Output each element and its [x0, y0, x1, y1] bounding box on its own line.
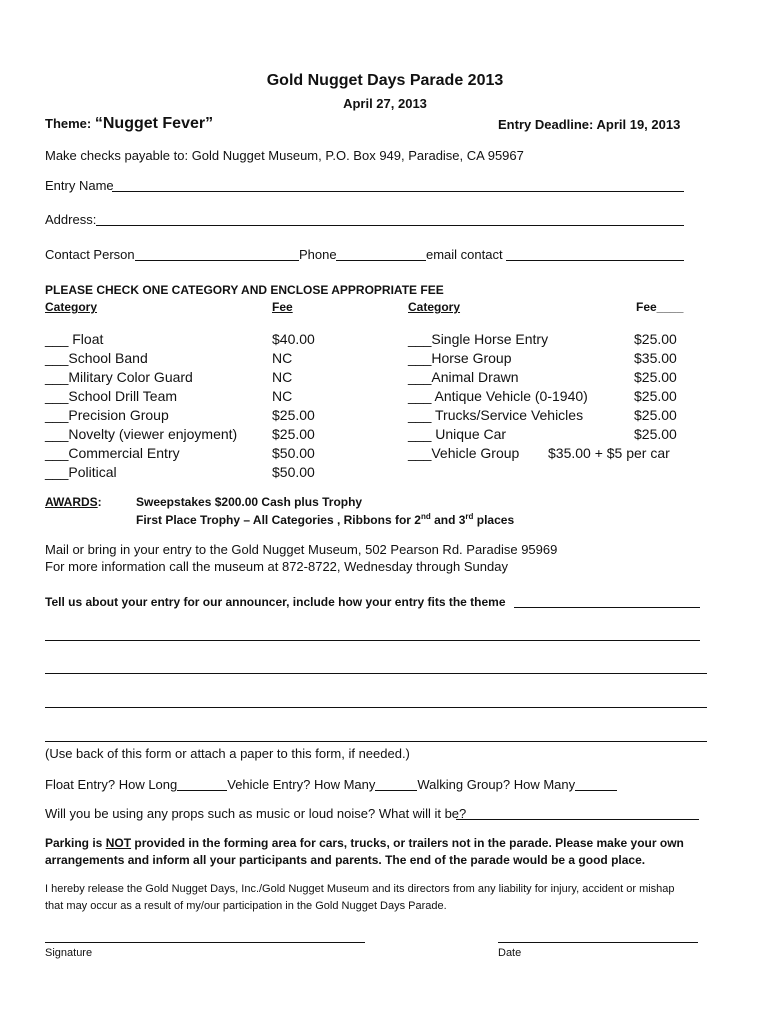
category-option-vehicle-group[interactable]: ___Vehicle Group	[408, 445, 520, 461]
fee-unique-car: $25.00	[634, 426, 677, 442]
mail-line-1: Mail or bring in your entry to the Gold Nugget Museum, 502 Pearson Rd. Paradise 95969	[45, 542, 558, 557]
announcer-prompt: Tell us about your entry for our announcer, include how your entry fits the theme	[45, 595, 506, 609]
fee-political: $50.00	[272, 464, 315, 480]
email-label: email contact	[426, 247, 503, 262]
category-option-trucks-service[interactable]: ___ Trucks/Service Vehicles	[408, 407, 584, 423]
parking-line-2: arrangements and inform all your participants and parents. The end of the parade would be a good place.	[45, 853, 646, 867]
vehicle-count-label: Vehicle Entry? How Many	[227, 777, 376, 792]
float-length-label: Float Entry? How Long	[45, 777, 178, 792]
awards-line2-c: places	[473, 513, 515, 527]
props-question: Will you be using any props such as music or loud noise? What will it be?	[45, 806, 467, 821]
parking-a: Parking is	[45, 836, 106, 850]
fee-animal-drawn: $25.00	[634, 369, 677, 385]
awards-sweepstakes: Sweepstakes $200.00 Cash plus Trophy	[136, 495, 363, 509]
entry-name-field[interactable]	[112, 191, 684, 192]
awards-colon: :	[97, 495, 102, 509]
parking-line-1	[45, 836, 684, 850]
category-option-school-band[interactable]: ___School Band	[45, 350, 148, 366]
props-field[interactable]	[456, 819, 699, 820]
category-option-commercial-entry[interactable]: ___Commercial Entry	[45, 445, 180, 461]
date-field[interactable]	[498, 942, 698, 943]
vehicle-count-field[interactable]	[375, 778, 417, 791]
release-line-2: that may occur as a result of my/our participation in the Gold Nugget Days Parade.	[45, 900, 447, 912]
category-column-header: Category	[45, 300, 98, 314]
category-heading: PLEASE CHECK ONE CATEGORY AND ENCLOSE APPROPRIATE FEE	[45, 283, 444, 297]
fee-antique-vehicle: $25.00	[634, 388, 677, 404]
fee-horse-group: $35.00	[634, 350, 677, 366]
contact-person-label: Contact Person	[45, 247, 135, 262]
announcer-line-1[interactable]	[45, 640, 700, 641]
phone-field[interactable]	[336, 260, 426, 261]
category-option-single-horse[interactable]: ___Single Horse Entry	[408, 331, 549, 347]
announcer-line-0[interactable]	[514, 607, 700, 608]
category-column-header-right: Category	[408, 300, 461, 314]
fee-column-header-right: Fee____	[636, 300, 684, 314]
category-option-float[interactable]: ___ Float	[45, 331, 104, 347]
awards-label	[45, 495, 102, 509]
fee-military-color-guard: NC	[272, 369, 293, 385]
email-field[interactable]	[506, 260, 684, 261]
fee-single-horse: $25.00	[634, 331, 677, 347]
fee-trucks-service: $25.00	[634, 407, 677, 423]
theme-value: “Nugget Fever”	[94, 115, 214, 132]
category-option-precision-group[interactable]: ___Precision Group	[45, 407, 169, 423]
sup-nd: nd	[420, 512, 431, 521]
announcer-note: (Use back of this form or attach a paper to this form, if needed.)	[45, 746, 410, 761]
counts-row	[45, 777, 617, 792]
category-option-animal-drawn[interactable]: ___Animal Drawn	[408, 369, 519, 385]
awards-first-place	[136, 512, 514, 527]
category-option-political[interactable]: ___Political	[45, 464, 117, 480]
fee-novelty: $25.00	[272, 426, 315, 442]
parade-date: April 27, 2013	[343, 96, 427, 111]
float-length-field[interactable]	[177, 778, 227, 791]
theme	[45, 115, 213, 133]
fee-precision-group: $25.00	[272, 407, 315, 423]
parking-b: provided in the forming area for cars, trucks, or trailers not in the parade. Please make your own	[131, 836, 684, 850]
contact-person-field[interactable]	[135, 260, 299, 261]
fee-school-drill-team: NC	[272, 388, 293, 404]
mail-line-2: For more information call the museum at 872-8722, Wednesday through Sunday	[45, 559, 508, 574]
announcer-line-3[interactable]	[45, 707, 707, 708]
announcer-line-4[interactable]	[45, 741, 707, 742]
awards-line2-a: First Place Trophy – All Categories , Ribbons for 2	[136, 513, 421, 527]
fee-column-header: Fee	[272, 300, 293, 314]
address-label: Address:	[45, 212, 97, 227]
category-option-school-drill-team[interactable]: ___School Drill Team	[45, 388, 178, 404]
entry-name-label: Entry Name	[45, 178, 114, 193]
theme-label: Theme:	[45, 116, 92, 131]
address-field[interactable]	[96, 225, 684, 226]
signature-label: Signature	[45, 947, 93, 959]
category-option-horse-group[interactable]: ___Horse Group	[408, 350, 512, 366]
category-option-antique-vehicle[interactable]: ___ Antique Vehicle (0-1940)	[408, 388, 588, 404]
signature-field[interactable]	[45, 942, 365, 943]
category-option-novelty[interactable]: ___Novelty (viewer enjoyment)	[45, 426, 238, 442]
entry-deadline: Entry Deadline: April 19, 2013	[498, 117, 681, 132]
phone-label: Phone	[299, 247, 337, 262]
awards-line2-b: and 3	[430, 513, 466, 527]
awards-label-text: AWARDS	[45, 495, 98, 509]
form-title: Gold Nugget Days Parade 2013	[266, 72, 504, 89]
category-option-military-color-guard[interactable]: ___Military Color Guard	[45, 369, 193, 385]
date-label: Date	[498, 947, 522, 959]
payable-text: Make checks payable to: Gold Nugget Museum, P.O. Box 949, Paradise, CA 95967	[45, 148, 524, 163]
fee-commercial-entry: $50.00	[272, 445, 315, 461]
sup-rd: rd	[465, 512, 474, 521]
fee-float: $40.00	[272, 331, 315, 347]
fee-vehicle-group: $35.00 + $5 per car	[548, 445, 670, 461]
release-line-1: I hereby release the Gold Nugget Days, Inc./Gold Nugget Museum and its directors from any liability for injury, accident or mishap	[45, 883, 675, 895]
parking-not: NOT	[105, 836, 132, 850]
category-option-unique-car[interactable]: ___ Unique Car	[408, 426, 507, 442]
fee-school-band: NC	[272, 350, 293, 366]
announcer-line-2[interactable]	[45, 673, 707, 674]
walking-count-field[interactable]	[575, 778, 617, 791]
walking-count-label: Walking Group? How Many	[417, 777, 576, 792]
